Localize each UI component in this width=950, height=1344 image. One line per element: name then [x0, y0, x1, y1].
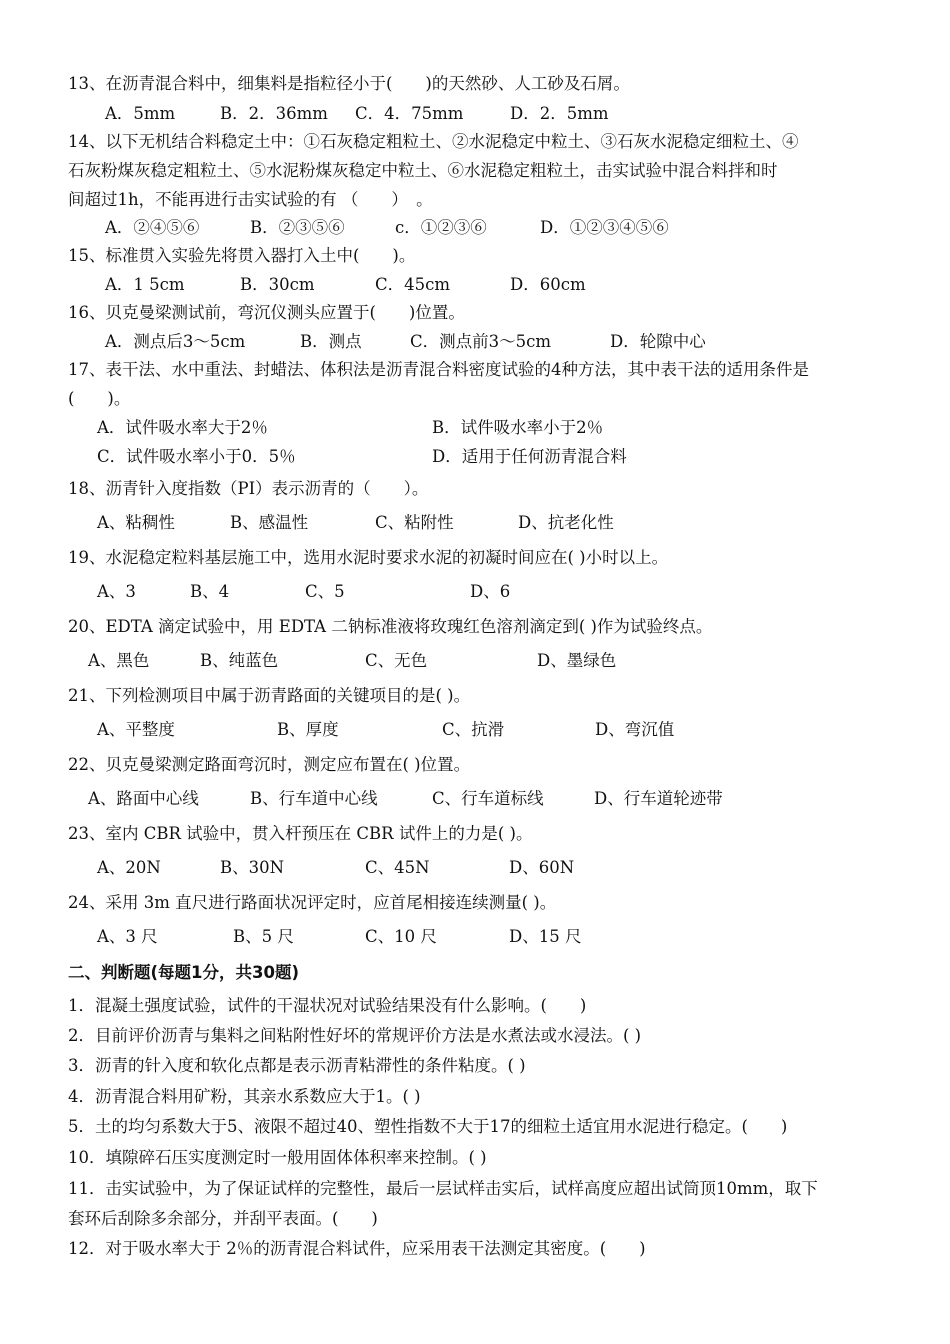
section-heading: 二、判断题(每题1分，共30题) [68, 963, 300, 982]
option-c: C、行车道标线 [432, 789, 544, 808]
option-b: B、30N [220, 858, 285, 877]
question-15-options [0, 274, 950, 296]
judge-item-2: 2．目前评价沥青与集料之间粘附性好坏的常规评价方法是水煮法或水浸法。( ) [68, 1026, 642, 1045]
option-d: D、弯沉值 [595, 720, 675, 739]
option-c: C、5 [305, 582, 345, 601]
judge-item-11-line1: 11．击实试验中，为了保证试样的完整性，最后一层试样击实后，试样高度应超出试筒顶10mm，取下 [68, 1179, 818, 1198]
question-21-options [0, 719, 950, 741]
option-c: C、45N [365, 858, 430, 877]
option-c: C、粘附性 [375, 513, 454, 532]
option-a: A、黑色 [88, 651, 150, 670]
option-d: D．轮隙中心 [610, 332, 706, 351]
option-d: D、6 [470, 582, 511, 601]
option-d: D．60cm [510, 275, 586, 294]
option-a: A．5mm [105, 104, 176, 123]
question-14-options [0, 217, 950, 239]
option-d: D．2．5mm [510, 104, 609, 123]
question-17-text-line2: ( )。 [68, 389, 131, 408]
question-14-text-line3: 间超过1h，不能再进行击实试验的有 （ ） 。 [68, 190, 433, 209]
option-a: A、粘稠性 [97, 513, 175, 532]
option-c: C．测点前3～5cm [410, 332, 552, 351]
option-c: C．4．75mm [355, 104, 464, 123]
option-c: C、抗滑 [442, 720, 505, 739]
option-c: C．试件吸水率小于0．5％ [97, 447, 296, 466]
option-a: A、平整度 [97, 720, 175, 739]
option-d: D、抗老化性 [518, 513, 614, 532]
question-17-text-line1: 17、表干法、水中重法、封蜡法、体积法是沥青混合料密度试验的4种方法，其中表干法的适用条件是 [68, 360, 809, 379]
judge-item-1: 1．混凝土强度试验，试件的干湿状况对试验结果没有什么影响。( ) [68, 996, 587, 1015]
question-18-text: 18、沥青针入度指数（PI）表示沥青的（ ）。 [68, 479, 429, 498]
option-c: c．①②③⑥ [395, 218, 487, 237]
option-a: A、3 [97, 582, 136, 601]
option-b: B、感温性 [230, 513, 309, 532]
option-b: B．2．36mm [220, 104, 328, 123]
option-a: A．②④⑤⑥ [105, 218, 200, 237]
option-b: B．②③⑤⑥ [250, 218, 345, 237]
judge-item-4: 4．沥青混合料用矿粉，其亲水系数应大于1。( ) [68, 1087, 421, 1106]
question-22-text: 22、贝克曼梁测定路面弯沉时，测定应布置在( )位置。 [68, 755, 471, 774]
question-23-text: 23、室内 CBR 试验中，贯入杆预压在 CBR 试件上的力是( )。 [68, 824, 533, 843]
option-d: D、行车道轮迹带 [594, 789, 723, 808]
judge-item-10: 10．填隙碎石压实度测定时一般用固体体积率来控制。( ) [68, 1148, 487, 1167]
option-d: D、60N [509, 858, 575, 877]
option-a: A、20N [97, 858, 161, 877]
option-b: B、4 [190, 582, 230, 601]
question-19-text: 19、水泥稳定粒料基层施工中，选用水泥时要求水泥的初凝时间应在( )小时以上。 [68, 548, 669, 567]
option-b: B、行车道中心线 [250, 789, 378, 808]
option-b: B、厚度 [277, 720, 339, 739]
judge-item-5: 5．土的均匀系数大于5、液限不超过40、塑性指数不大于17的细粒土适宜用水泥进行稳定。( ) [68, 1117, 788, 1136]
option-a: A．1 5cm [105, 275, 185, 294]
option-d: D．①②③④⑤⑥ [540, 218, 669, 237]
question-17-options-row2 [0, 446, 950, 468]
option-b: B．测点 [300, 332, 362, 351]
option-a: A．试件吸水率大于2％ [97, 418, 268, 437]
option-d: D、墨绿色 [537, 651, 617, 670]
question-17-options-row1 [0, 417, 950, 439]
question-24-options [0, 926, 950, 948]
question-23-options [0, 857, 950, 879]
question-19-options [0, 581, 950, 603]
option-a: A．测点后3～5cm [105, 332, 246, 351]
option-c: C、无色 [365, 651, 428, 670]
judge-item-3: 3．沥青的针入度和软化点都是表示沥青粘滞性的条件粘度。( ) [68, 1056, 526, 1075]
question-21-text: 21、下列检测项目中属于沥青路面的关键项目的是( )。 [68, 686, 471, 705]
option-b: B．30cm [240, 275, 315, 294]
option-b: B、5 尺 [233, 927, 294, 946]
question-14-text-line1: 14、以下无机结合料稳定土中：①石灰稳定粗粒土、②水泥稳定中粒土、③石灰水泥稳定细粒土、④ [68, 132, 799, 151]
option-d: D、15 尺 [509, 927, 582, 946]
option-b: B、纯蓝色 [200, 651, 279, 670]
question-20-text: 20、EDTA 滴定试验中，用 EDTA 二钠标准液将玫瑰红色溶剂滴定到( )作为试验终点。 [68, 617, 713, 636]
question-22-options [0, 788, 950, 810]
question-14-text-line2: 石灰粉煤灰稳定粗粒土、⑤水泥粉煤灰稳定中粒土、⑥水泥稳定粗粒土，击实试验中混合料拌和时 [68, 161, 778, 180]
judge-item-12: 12．对于吸水率大于 2％的沥青混合料试件，应采用表干法测定其密度。( ) [68, 1239, 646, 1258]
option-d: D．适用于任何沥青混合料 [432, 447, 627, 466]
question-16-options [0, 331, 950, 353]
question-15-text: 15、标准贯入实验先将贯入器打入土中( )。 [68, 246, 416, 265]
option-a: A、路面中心线 [88, 789, 199, 808]
judge-item-11-line2: 套环后刮除多余部分，并刮平表面。( ) [68, 1209, 378, 1228]
option-b: B．试件吸水率小于2％ [432, 418, 604, 437]
question-16-text: 16、贝克曼梁测试前，弯沉仪测头应置于( )位置。 [68, 303, 465, 322]
question-18-options [0, 512, 950, 534]
question-13-options [0, 103, 950, 125]
question-24-text: 24、采用 3m 直尺进行路面状况评定时，应首尾相接连续测量( )。 [68, 893, 557, 912]
option-c: C．45cm [375, 275, 451, 294]
question-20-options [0, 650, 950, 672]
option-c: C、10 尺 [365, 927, 437, 946]
question-13-text: 13、在沥青混合料中，细集料是指粒径小于( )的天然砂、人工砂及石屑。 [68, 74, 630, 93]
option-a: A、3 尺 [97, 927, 158, 946]
